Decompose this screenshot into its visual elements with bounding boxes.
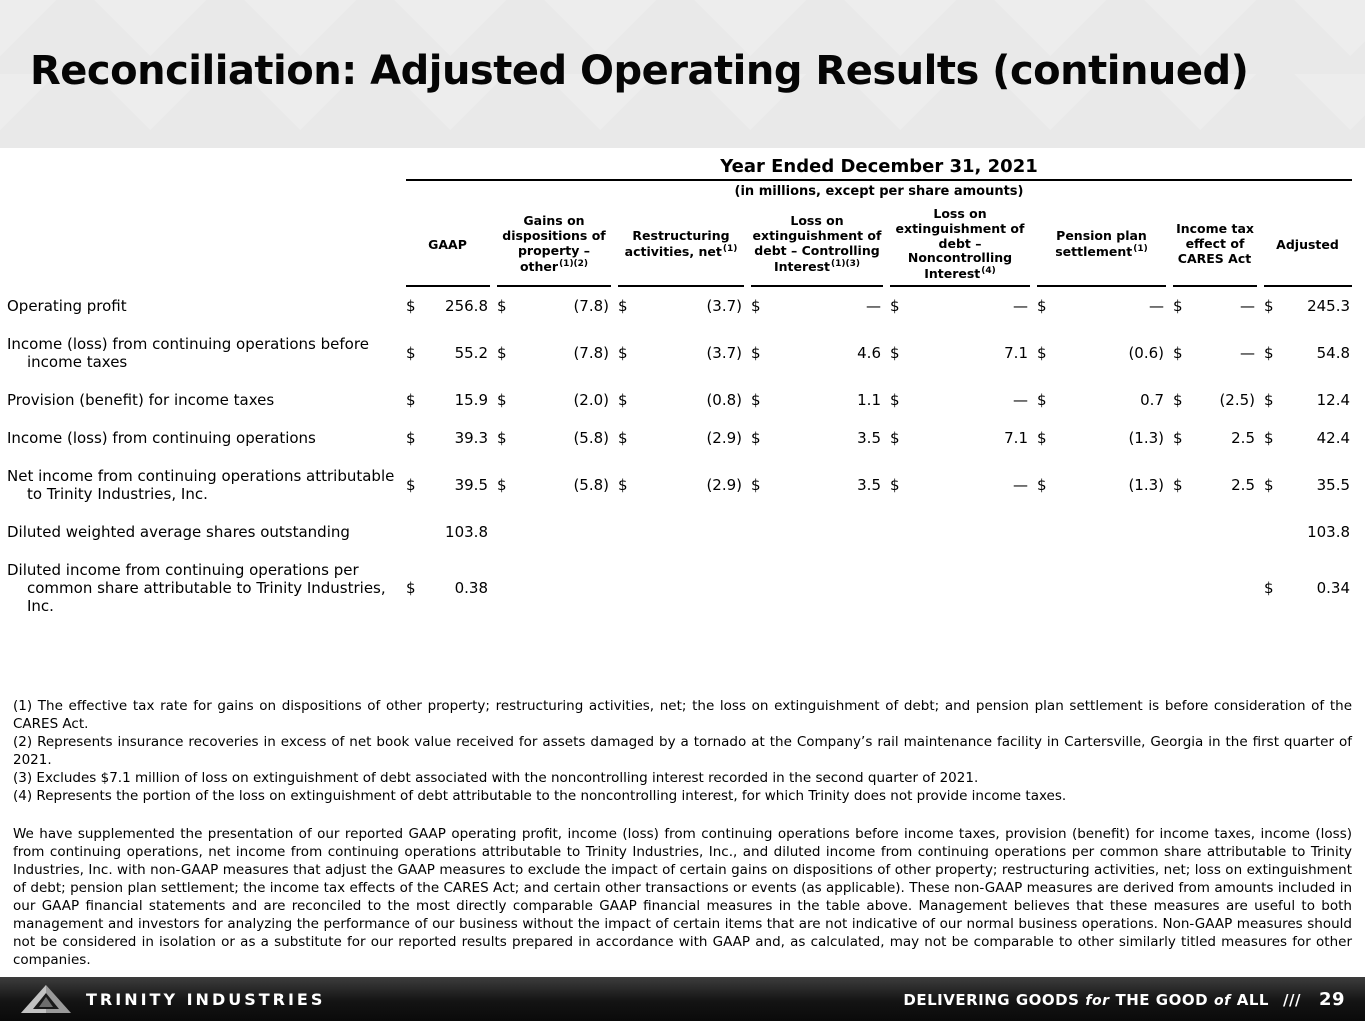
value-cell <box>497 287 611 325</box>
cell-value: — <box>1240 296 1255 315</box>
footnote-2: (2) Represents insurance recoveries in excess of net book value received for assets damaged by a tornado at the Company’s rail maintenance facility in Cartersville, Georgia in the first quarter of 2021. <box>13 733 1352 768</box>
currency-symbol: $ <box>751 296 761 315</box>
row-label: Operating profit <box>7 296 127 315</box>
value-cell <box>1037 457 1166 513</box>
cell-value: 54.8 <box>1316 343 1351 362</box>
cell-value: — <box>866 296 881 315</box>
cell-value: 42.4 <box>1316 428 1351 447</box>
currency-symbol: $ <box>1173 428 1183 447</box>
currency-symbol: $ <box>406 475 416 494</box>
cell-value: 0.38 <box>454 578 488 597</box>
column-header-loss-controlling: Loss on extinguishment of debt – Controlling Interest$^{(1)(3)}$ <box>751 203 883 287</box>
value-cell <box>751 381 883 419</box>
row-label: Net income from continuing operations attributable to Trinity Industries, Inc. <box>7 466 395 503</box>
value-cell <box>618 513 744 551</box>
cell-value: — <box>1013 296 1028 315</box>
cell-value: (0.8) <box>706 390 742 409</box>
cell-value: 15.9 <box>454 390 488 409</box>
currency-symbol: $ <box>1037 475 1047 494</box>
value-cell <box>1173 457 1257 513</box>
cell-value: 4.6 <box>857 343 881 362</box>
value-cell <box>751 287 883 325</box>
value-cell <box>497 325 611 381</box>
cell-value: 0.34 <box>1316 578 1351 597</box>
currency-symbol: $ <box>890 475 900 494</box>
currency-symbol: $ <box>497 296 507 315</box>
cell-value: (5.8) <box>573 428 609 447</box>
cell-value: (2.0) <box>573 390 609 409</box>
currency-symbol: $ <box>1173 296 1183 315</box>
cell-value: (7.8) <box>573 343 609 362</box>
cell-value: 3.5 <box>857 428 881 447</box>
row-label: Provision (benefit) for income taxes <box>7 390 275 409</box>
currency-symbol: $ <box>1264 475 1274 494</box>
value-cell <box>618 551 744 625</box>
currency-symbol: $ <box>1264 390 1274 409</box>
currency-symbol: $ <box>618 428 628 447</box>
cell-value: (5.8) <box>573 475 609 494</box>
reconciliation-table <box>0 152 1359 625</box>
value-cell <box>890 551 1030 625</box>
currency-symbol: $ <box>751 343 761 362</box>
cell-value: (2.9) <box>706 428 742 447</box>
value-cell <box>751 551 883 625</box>
currency-symbol: $ <box>406 390 416 409</box>
value-cell <box>890 287 1030 325</box>
value-cell <box>497 381 611 419</box>
currency-symbol: $ <box>751 428 761 447</box>
table-row <box>7 551 1352 625</box>
column-header-gains-dispositions: Gains on dispositions of property – other$^{(1)(2)}$ <box>497 203 611 287</box>
value-cell <box>1173 513 1257 551</box>
value-cell <box>406 551 490 625</box>
cell-value: 3.5 <box>857 475 881 494</box>
cell-value: (3.7) <box>706 296 742 315</box>
value-cell <box>1173 419 1257 457</box>
tagline-part: THE GOOD <box>1115 990 1209 1009</box>
value-cell <box>497 513 611 551</box>
cell-value: (1.3) <box>1128 475 1164 494</box>
cell-value: 39.5 <box>454 475 488 494</box>
cell-value: (2.9) <box>706 475 742 494</box>
currency-symbol: $ <box>890 428 900 447</box>
value-cell <box>1264 381 1352 419</box>
currency-symbol: $ <box>1264 428 1274 447</box>
non-gaap-explanation-paragraph: We have supplemented the presentation of our reported GAAP operating profit, income (loss) from continuing operations before income taxes, provision (benefit) for income taxes, income (loss) from continuing operations, net income from continuing operations attributable to Trinity Industries, Inc., and diluted income from continuing operations per common share attributable to Trinity Industries, Inc. with non-GAAP measures that adjust the GAAP measures to exclude the impact of certain gains on dispositions of other property; restructuring activities, net; loss on extinguishment of debt; pension plan settlement; the income tax effects of the CARES Act; and certain other transactions or events (as applicable). These non-GAAP measures are derived from amounts included in our GAAP financial statements and are reconciled to the most directly comparable GAAP financial measures in the table above. Management believes that these measures are useful to both management and investors for analyzing the performance of our business without the impact of certain items that are not indicative of our normal business operations. Non-GAAP measures should not be considered in isolation or as a substitute for our reported results prepared in accordance with GAAP and, as calculated, may not be comparable to other similarly titled measures for other companies. <box>13 826 1352 968</box>
value-cell <box>618 325 744 381</box>
value-cell <box>1037 287 1166 325</box>
table-row <box>7 287 1352 325</box>
cell-value: — <box>1240 343 1255 362</box>
value-cell <box>618 381 744 419</box>
footnote-4: (4) Represents the portion of the loss on extinguishment of debt attributable to the noncontrolling interest, for which Trinity does not provide income taxes. <box>13 787 1067 804</box>
footer-tagline <box>903 989 1345 1010</box>
column-header-pension: Pension plan settlement$^{(1)}$ <box>1037 203 1166 287</box>
cell-value: 2.5 <box>1231 475 1255 494</box>
currency-symbol: $ <box>1173 343 1183 362</box>
currency-symbol: $ <box>1037 343 1047 362</box>
tagline-part: ALL <box>1236 990 1269 1009</box>
cell-value: 245.3 <box>1307 296 1351 315</box>
value-cell <box>1264 287 1352 325</box>
label-column-spacer <box>7 181 399 203</box>
currency-symbol: $ <box>1037 428 1047 447</box>
table-row <box>7 457 1352 513</box>
currency-symbol: $ <box>1264 343 1274 362</box>
value-cell <box>497 551 611 625</box>
currency-symbol: $ <box>751 390 761 409</box>
value-cell <box>1173 325 1257 381</box>
currency-symbol: $ <box>1264 296 1274 315</box>
cell-value: 2.5 <box>1231 428 1255 447</box>
column-header-gaap: GAAP <box>406 203 490 287</box>
value-cell <box>890 325 1030 381</box>
currency-symbol: $ <box>497 343 507 362</box>
cell-value: 35.5 <box>1316 475 1351 494</box>
column-header-adjusted: Adjusted <box>1264 203 1352 287</box>
value-cell <box>618 419 744 457</box>
currency-symbol: $ <box>890 343 900 362</box>
page-title: Reconciliation: Adjusted Operating Results (continued) <box>30 48 1249 94</box>
currency-symbol: $ <box>497 390 507 409</box>
currency-symbol: $ <box>618 343 628 362</box>
value-cell <box>1037 419 1166 457</box>
value-cell <box>1173 551 1257 625</box>
value-cell <box>618 287 744 325</box>
value-cell <box>406 325 490 381</box>
value-cell <box>1037 513 1166 551</box>
value-cell <box>618 457 744 513</box>
tagline-separator: /// <box>1283 990 1301 1009</box>
cell-value: (7.8) <box>573 296 609 315</box>
value-cell <box>751 457 883 513</box>
table-subtitle-row <box>7 181 1352 203</box>
table-row <box>7 419 1352 457</box>
row-label: Diluted income from continuing operations per common share attributable to Trinity Industries, Inc. <box>7 560 386 615</box>
currency-symbol: $ <box>1037 390 1047 409</box>
table-row <box>7 325 1352 381</box>
column-header-restructuring: Restructuring activities, net$^{(1)}$ <box>618 203 744 287</box>
value-cell <box>406 381 490 419</box>
trinity-logo-icon <box>20 984 72 1014</box>
cell-value: — <box>1013 475 1028 494</box>
value-cell <box>406 287 490 325</box>
value-cell <box>1264 325 1352 381</box>
currency-symbol: $ <box>890 390 900 409</box>
value-cell <box>751 513 883 551</box>
cell-value: 256.8 <box>445 296 488 315</box>
page-number: 29 <box>1318 988 1345 1010</box>
cell-value: 7.1 <box>1004 428 1028 447</box>
currency-symbol: $ <box>406 296 416 315</box>
tagline-part: DELIVERING GOODS <box>903 990 1080 1009</box>
cell-value: (1.3) <box>1128 428 1164 447</box>
currency-symbol: $ <box>890 296 900 315</box>
currency-symbol: $ <box>497 475 507 494</box>
cell-value: 55.2 <box>454 343 488 362</box>
value-cell <box>890 457 1030 513</box>
cell-value: (2.5) <box>1219 390 1255 409</box>
value-cell <box>497 419 611 457</box>
currency-symbol: $ <box>1173 390 1183 409</box>
currency-symbol: $ <box>1173 475 1183 494</box>
value-cell <box>890 381 1030 419</box>
table-row <box>7 513 1352 551</box>
value-cell <box>1037 381 1166 419</box>
currency-symbol: $ <box>406 343 416 362</box>
column-header-loss-noncontrolling: Loss on extinguishment of debt – Noncontrolling Interest$^{(4)}$ <box>890 203 1030 287</box>
value-cell <box>1264 551 1352 625</box>
row-label: Income (loss) from continuing operations <box>7 428 316 447</box>
currency-symbol: $ <box>618 475 628 494</box>
cell-value: — <box>1149 296 1164 315</box>
cell-value: 12.4 <box>1316 390 1351 409</box>
table-row <box>7 381 1352 419</box>
row-label: Income (loss) from continuing operations before income taxes <box>7 334 369 371</box>
value-cell <box>751 419 883 457</box>
cell-value: (3.7) <box>706 343 742 362</box>
cell-value: (0.6) <box>1128 343 1164 362</box>
row-label: Diluted weighted average shares outstanding <box>7 522 350 541</box>
value-cell <box>497 457 611 513</box>
cell-value: 1.1 <box>857 390 881 409</box>
value-cell <box>751 325 883 381</box>
footnote-3: (3) Excludes $7.1 million of loss on extinguishment of debt associated with the noncontrolling interest recorded in the second quarter of 2021. <box>13 769 979 786</box>
table-title: Year Ended December 31, 2021 <box>406 152 1352 181</box>
value-cell <box>406 457 490 513</box>
brand-text: TRINITY INDUSTRIES <box>86 989 326 1009</box>
currency-symbol: $ <box>1264 578 1274 597</box>
tagline-part: for <box>1085 992 1110 1009</box>
value-cell <box>890 513 1030 551</box>
value-cell <box>1173 381 1257 419</box>
footer-bar <box>0 977 1365 1021</box>
value-cell <box>1037 551 1166 625</box>
currency-symbol: $ <box>406 428 416 447</box>
value-cell <box>406 419 490 457</box>
value-cell <box>1264 457 1352 513</box>
value-cell <box>890 419 1030 457</box>
label-column-spacer <box>7 203 399 287</box>
tagline-part: of <box>1214 992 1231 1009</box>
value-cell <box>1264 419 1352 457</box>
footnotes-block <box>13 698 1352 806</box>
currency-symbol: $ <box>751 475 761 494</box>
table-title-row <box>7 152 1352 181</box>
label-column-spacer <box>7 152 399 181</box>
value-cell <box>1037 325 1166 381</box>
cell-value: 7.1 <box>1004 343 1028 362</box>
currency-symbol: $ <box>618 390 628 409</box>
cell-value: 39.3 <box>454 428 488 447</box>
table-subtitle: (in millions, except per share amounts) <box>734 184 1024 199</box>
cell-value: — <box>1013 390 1028 409</box>
currency-symbol: $ <box>1037 296 1047 315</box>
currency-symbol: $ <box>618 296 628 315</box>
cell-value: 103.8 <box>445 522 488 541</box>
currency-symbol: $ <box>406 578 416 597</box>
value-cell <box>1264 513 1352 551</box>
column-header-cares-act: Income tax effect of CARES Act <box>1173 203 1257 287</box>
column-header-row <box>7 203 1352 287</box>
value-cell <box>1173 287 1257 325</box>
value-cell <box>406 513 490 551</box>
cell-value: 0.7 <box>1140 390 1164 409</box>
cell-value: 103.8 <box>1307 522 1351 541</box>
currency-symbol: $ <box>497 428 507 447</box>
footnote-1: (1) The effective tax rate for gains on dispositions of other property; restructuring activities, net; the loss on extinguishment of debt; and pension plan settlement is before consideration of the CARES Act. <box>13 698 1352 732</box>
